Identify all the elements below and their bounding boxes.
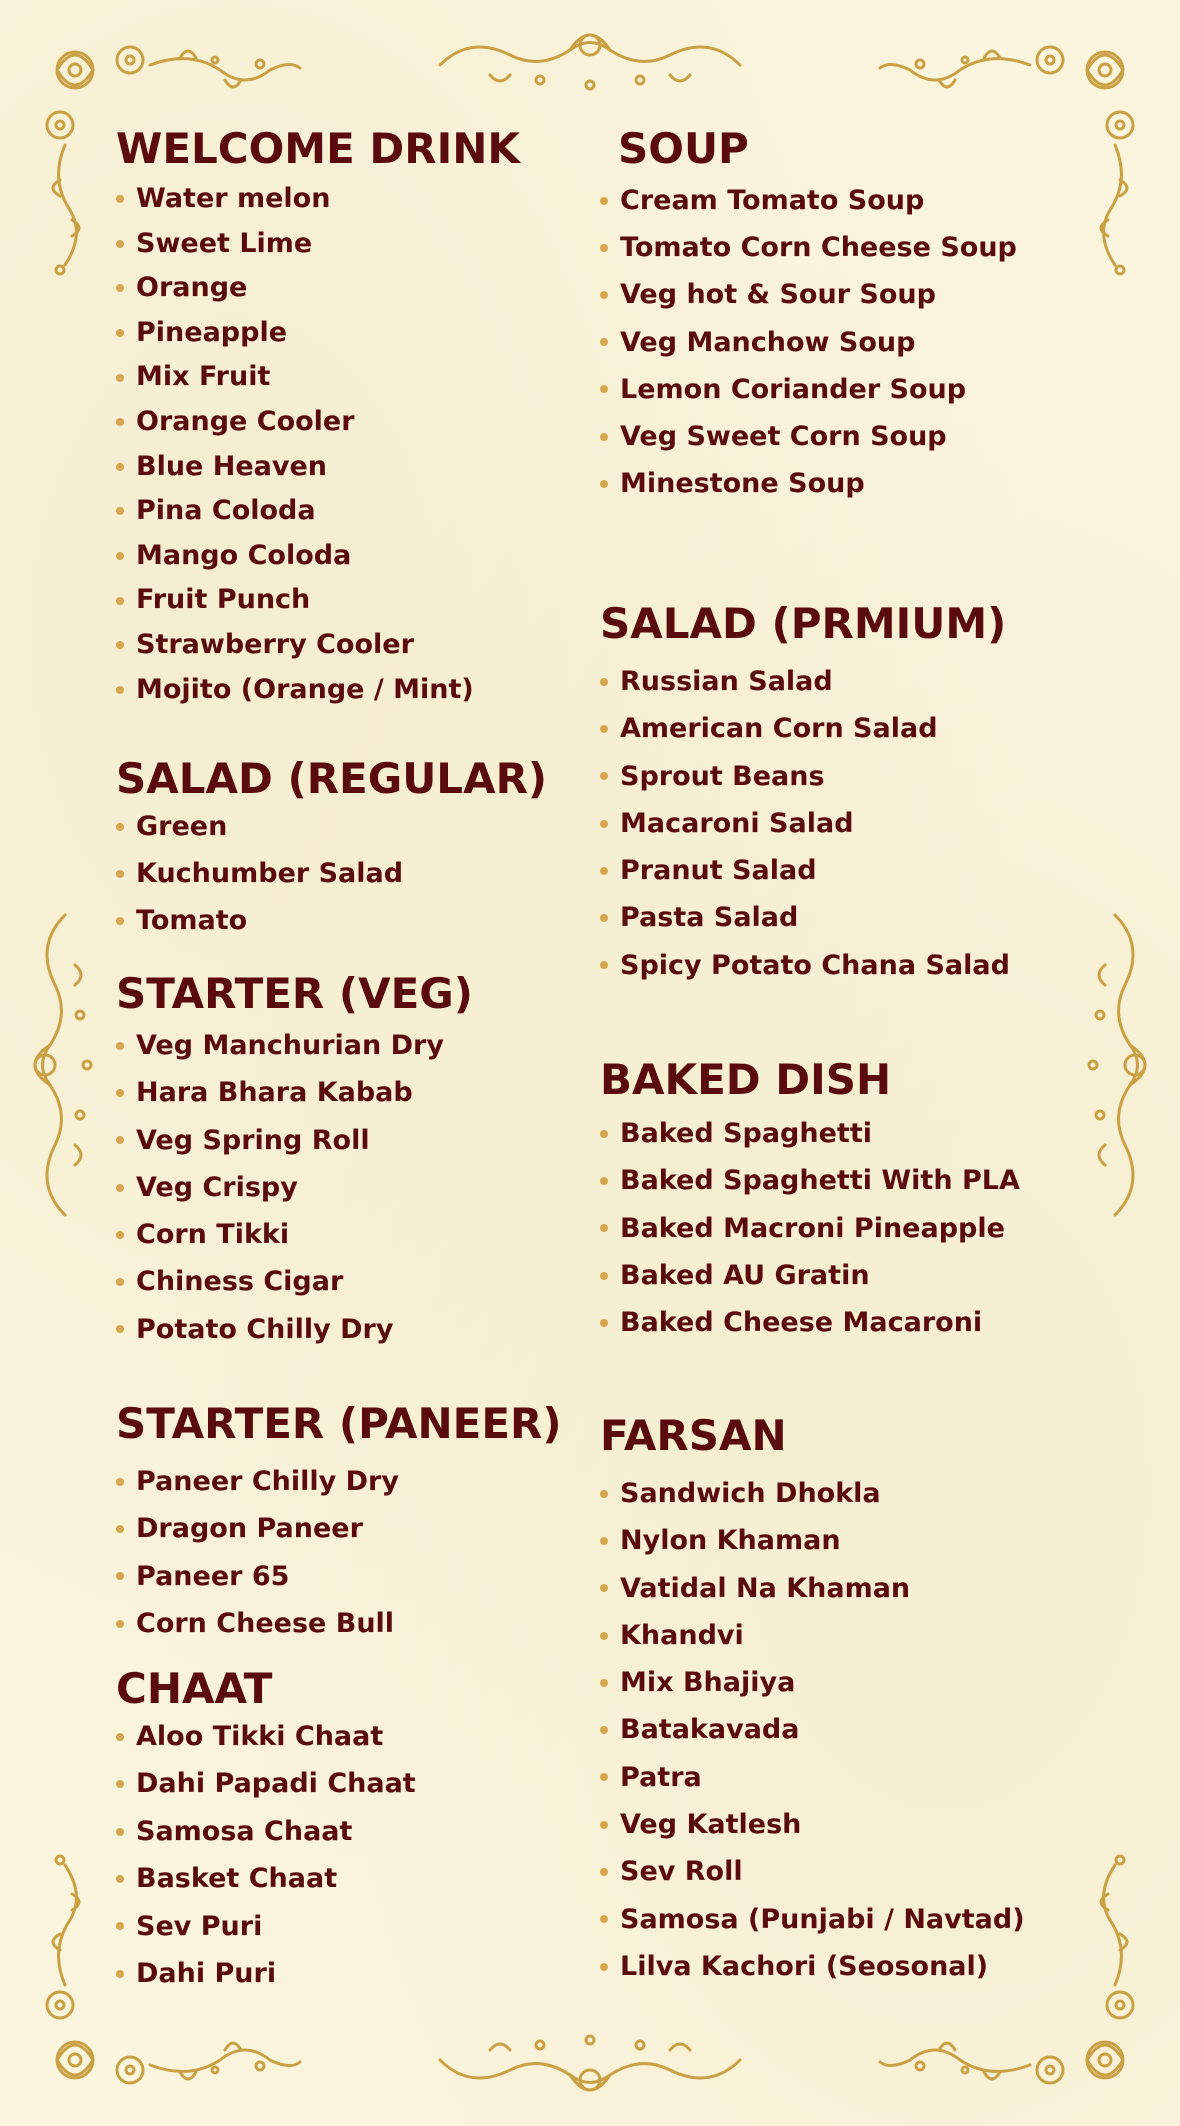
menu-item: Veg Katlesh [600, 1801, 1070, 1848]
right-side-scroll-icon [1080, 905, 1155, 1225]
menu-item: Corn Cheese Bull [116, 1600, 586, 1647]
section-heading: BAKED DISH [600, 1055, 892, 1104]
menu-item: Hara Bhara Kabab [116, 1069, 586, 1116]
item-list [116, 1458, 586, 1647]
menu-item: Samosa Chaat [116, 1808, 586, 1855]
menu-item: Orange [116, 266, 586, 311]
menu-item: Pranut Salad [600, 847, 1070, 894]
section-salad-premium [600, 600, 1070, 989]
menu-item: Mango Coloda [116, 534, 586, 579]
menu-item: Mix Fruit [116, 355, 586, 400]
item-list [116, 803, 586, 944]
item-list [116, 1022, 586, 1353]
section-heading: STARTER (VEG) [116, 969, 473, 1018]
section-starter-veg [116, 970, 586, 1353]
menu-item: Baked Macroni Pineapple [600, 1205, 1070, 1252]
item-list [116, 177, 586, 712]
menu-item: Mix Bhajiya [600, 1659, 1070, 1706]
menu-item: Cream Tomato Soup [600, 177, 1070, 224]
menu-item: Basket Chaat [116, 1855, 586, 1902]
menu-item: Veg Crispy [116, 1164, 586, 1211]
menu-item: Tomato [116, 897, 586, 944]
left-side-scroll-icon [25, 905, 100, 1225]
menu-item: Sweet Lime [116, 222, 586, 267]
menu-item: Vatidal Na Khaman [600, 1565, 1070, 1612]
section-heading: SALAD (REGULAR) [116, 754, 548, 803]
menu-item: Kuchumber Salad [116, 850, 586, 897]
menu-item: Sev Puri [116, 1903, 586, 1950]
section-welcome-drink [116, 125, 586, 712]
menu-item: Baked Spaghetti [600, 1110, 1070, 1157]
menu-item: Strawberry Cooler [116, 623, 586, 668]
menu-item: Green [116, 803, 586, 850]
menu-item: Sprout Beans [600, 753, 1070, 800]
section-farsan [600, 1412, 1070, 1990]
menu-item: Dahi Papadi Chaat [116, 1760, 586, 1807]
section-heading: SOUP [618, 124, 749, 173]
menu-item: Lilva Kachori (Seosonal) [600, 1943, 1070, 1990]
menu-item: Lemon Coriander Soup [600, 366, 1070, 413]
item-list [600, 1470, 1070, 1990]
menu-item: Pasta Salad [600, 894, 1070, 941]
menu-item: Veg hot & Sour Soup [600, 271, 1070, 318]
menu-item: Pina Coloda [116, 489, 586, 534]
menu-item: Aloo Tikki Chaat [116, 1713, 586, 1760]
menu-item: American Corn Salad [600, 705, 1070, 752]
menu-item: Khandvi [600, 1612, 1070, 1659]
menu-item: Potato Chilly Dry [116, 1306, 586, 1353]
menu-item: Chiness Cigar [116, 1258, 586, 1305]
section-heading: WELCOME DRINK [116, 124, 520, 173]
bottom-center-scroll-icon [430, 2025, 750, 2100]
item-list [116, 1713, 586, 1997]
menu-item: Veg Sweet Corn Soup [600, 413, 1070, 460]
menu-item: Pineapple [116, 311, 586, 356]
menu-item: Russian Salad [600, 658, 1070, 705]
menu-item: Baked Cheese Macaroni [600, 1299, 1070, 1346]
menu-item: Batakavada [600, 1706, 1070, 1753]
section-heading: FARSAN [600, 1411, 787, 1460]
menu-item: Spicy Potato Chana Salad [600, 942, 1070, 989]
menu-item: Baked AU Gratin [600, 1252, 1070, 1299]
menu-item: Sev Roll [600, 1848, 1070, 1895]
menu-item: Macaroni Salad [600, 800, 1070, 847]
section-heading: STARTER (PANEER) [116, 1399, 562, 1448]
menu-item: Blue Heaven [116, 445, 586, 490]
menu-item: Samosa (Punjabi / Navtad) [600, 1896, 1070, 1943]
section-soup [600, 125, 1070, 507]
menu-item: Nylon Khaman [600, 1517, 1070, 1564]
menu-item: Baked Spaghetti With PLA [600, 1157, 1070, 1204]
menu-item: Corn Tikki [116, 1211, 586, 1258]
section-heading: SALAD (PRMIUM) [600, 599, 1007, 648]
top-center-scroll-icon [430, 25, 750, 100]
item-list [600, 177, 1070, 507]
menu-item: Sandwich Dhokla [600, 1470, 1070, 1517]
section-baked-dish [600, 1056, 1070, 1346]
menu-item: Minestone Soup [600, 460, 1070, 507]
menu-item: Mojito (Orange / Mint) [116, 668, 586, 713]
menu-item: Veg Manchurian Dry [116, 1022, 586, 1069]
menu-item: Patra [600, 1754, 1070, 1801]
menu-item: Veg Manchow Soup [600, 319, 1070, 366]
menu-item: Dragon Paneer [116, 1505, 586, 1552]
menu-item: Orange Cooler [116, 400, 586, 445]
menu-item: Paneer 65 [116, 1553, 586, 1600]
section-starter-paneer [116, 1400, 586, 1647]
item-list [600, 658, 1070, 989]
item-list [600, 1110, 1070, 1346]
menu-item: Dahi Puri [116, 1950, 586, 1997]
menu-item: Water melon [116, 177, 586, 222]
section-heading: CHAAT [116, 1664, 273, 1713]
section-chaat [116, 1665, 586, 1997]
menu-item: Veg Spring Roll [116, 1117, 586, 1164]
menu-item: Fruit Punch [116, 578, 586, 623]
menu-item: Tomato Corn Cheese Soup [600, 224, 1070, 271]
menu-item: Paneer Chilly Dry [116, 1458, 586, 1505]
section-salad-regular [116, 755, 586, 944]
